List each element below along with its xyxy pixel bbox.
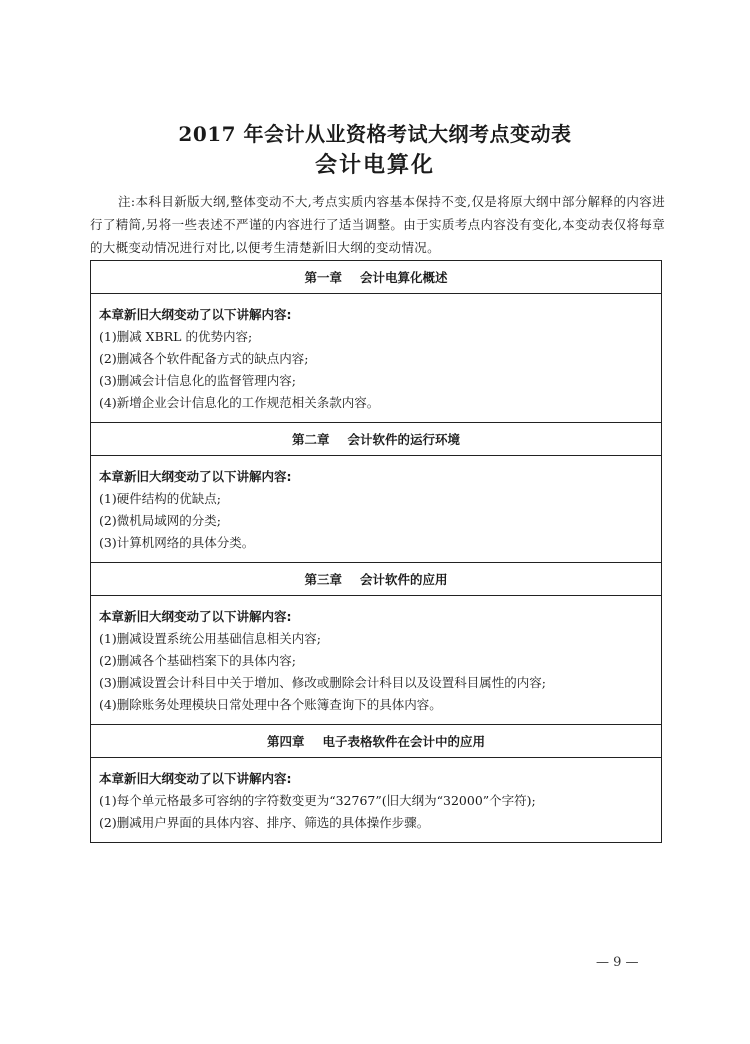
chapter-name: 会计电算化概述 bbox=[360, 270, 448, 285]
chapter-body bbox=[91, 758, 661, 842]
page-number: — 9 — bbox=[596, 955, 639, 970]
change-item: (4)删除账务处理模块日常处理中各个账簿查询下的具体内容。 bbox=[99, 697, 442, 712]
chapter-number: 第三章 bbox=[304, 572, 342, 587]
change-item: (3)计算机网络的具体分类。 bbox=[99, 535, 255, 550]
change-item: (1)删减 XBRL 的优势内容; bbox=[99, 329, 253, 344]
chapter-intro: 本章新旧大纲变动了以下讲解内容: bbox=[99, 469, 292, 484]
chapter-intro: 本章新旧大纲变动了以下讲解内容: bbox=[99, 609, 292, 624]
change-item: (1)硬件结构的优缺点; bbox=[99, 491, 221, 506]
chapter-number: 第一章 bbox=[304, 270, 342, 285]
page-title: 2017 年会计从业资格考试大纲考点变动表 bbox=[178, 122, 572, 146]
chapter-name: 电子表格软件在会计中的应用 bbox=[322, 734, 486, 749]
chapter-number: 第四章 bbox=[266, 734, 305, 749]
change-item: (2)删减各个软件配备方式的缺点内容; bbox=[99, 351, 309, 366]
chapter-name: 会计软件的运行环境 bbox=[347, 432, 461, 447]
chapter-intro: 本章新旧大纲变动了以下讲解内容: bbox=[99, 307, 292, 322]
chapter-header bbox=[91, 725, 661, 758]
change-item: (3)删减会计信息化的监督管理内容; bbox=[99, 373, 296, 388]
change-item: (3)删减设置会计科目中关于增加、修改或删除会计科目以及设置科目属性的内容; bbox=[99, 675, 546, 690]
change-item: (2)微机局域网的分类; bbox=[99, 513, 221, 528]
change-item: (4)新增企业会计信息化的工作规范相关条款内容。 bbox=[99, 395, 380, 410]
note-paragraph: 注:本科目新版大纲,整体变动不大,考点实质内容基本保持不变,仅是将原大纲中部分解释的内容进行了精简,另将一些表述不严谨的内容进行了适当调整。由于实质考点内容没有变化,本变动表仅将每章的大概变动情况进行对比,以便考生清楚新旧大纲的变动情况。 bbox=[90, 194, 665, 255]
change-item: (2)删减用户界面的具体内容、排序、筛选的具体操作步骤。 bbox=[99, 815, 430, 830]
change-item: (2)删减各个基础档案下的具体内容; bbox=[99, 653, 296, 668]
page-subtitle: 会计电算化 bbox=[314, 153, 435, 178]
chapter-body bbox=[91, 596, 661, 725]
chapter-intro: 本章新旧大纲变动了以下讲解内容: bbox=[99, 771, 292, 786]
change-item: (1)每个单元格最多可容纳的字符数变更为“32767”(旧大纲为“32000”个字符); bbox=[99, 793, 536, 808]
change-table bbox=[90, 260, 662, 843]
change-item: (1)删减设置系统公用基础信息相关内容; bbox=[99, 631, 321, 646]
chapter-body bbox=[91, 456, 661, 563]
chapter-header bbox=[91, 261, 661, 294]
chapter-body bbox=[91, 294, 661, 423]
chapter-header bbox=[91, 423, 661, 456]
chapter-number: 第二章 bbox=[291, 432, 330, 447]
chapter-name: 会计软件的应用 bbox=[360, 572, 448, 587]
chapter-header bbox=[91, 563, 661, 596]
